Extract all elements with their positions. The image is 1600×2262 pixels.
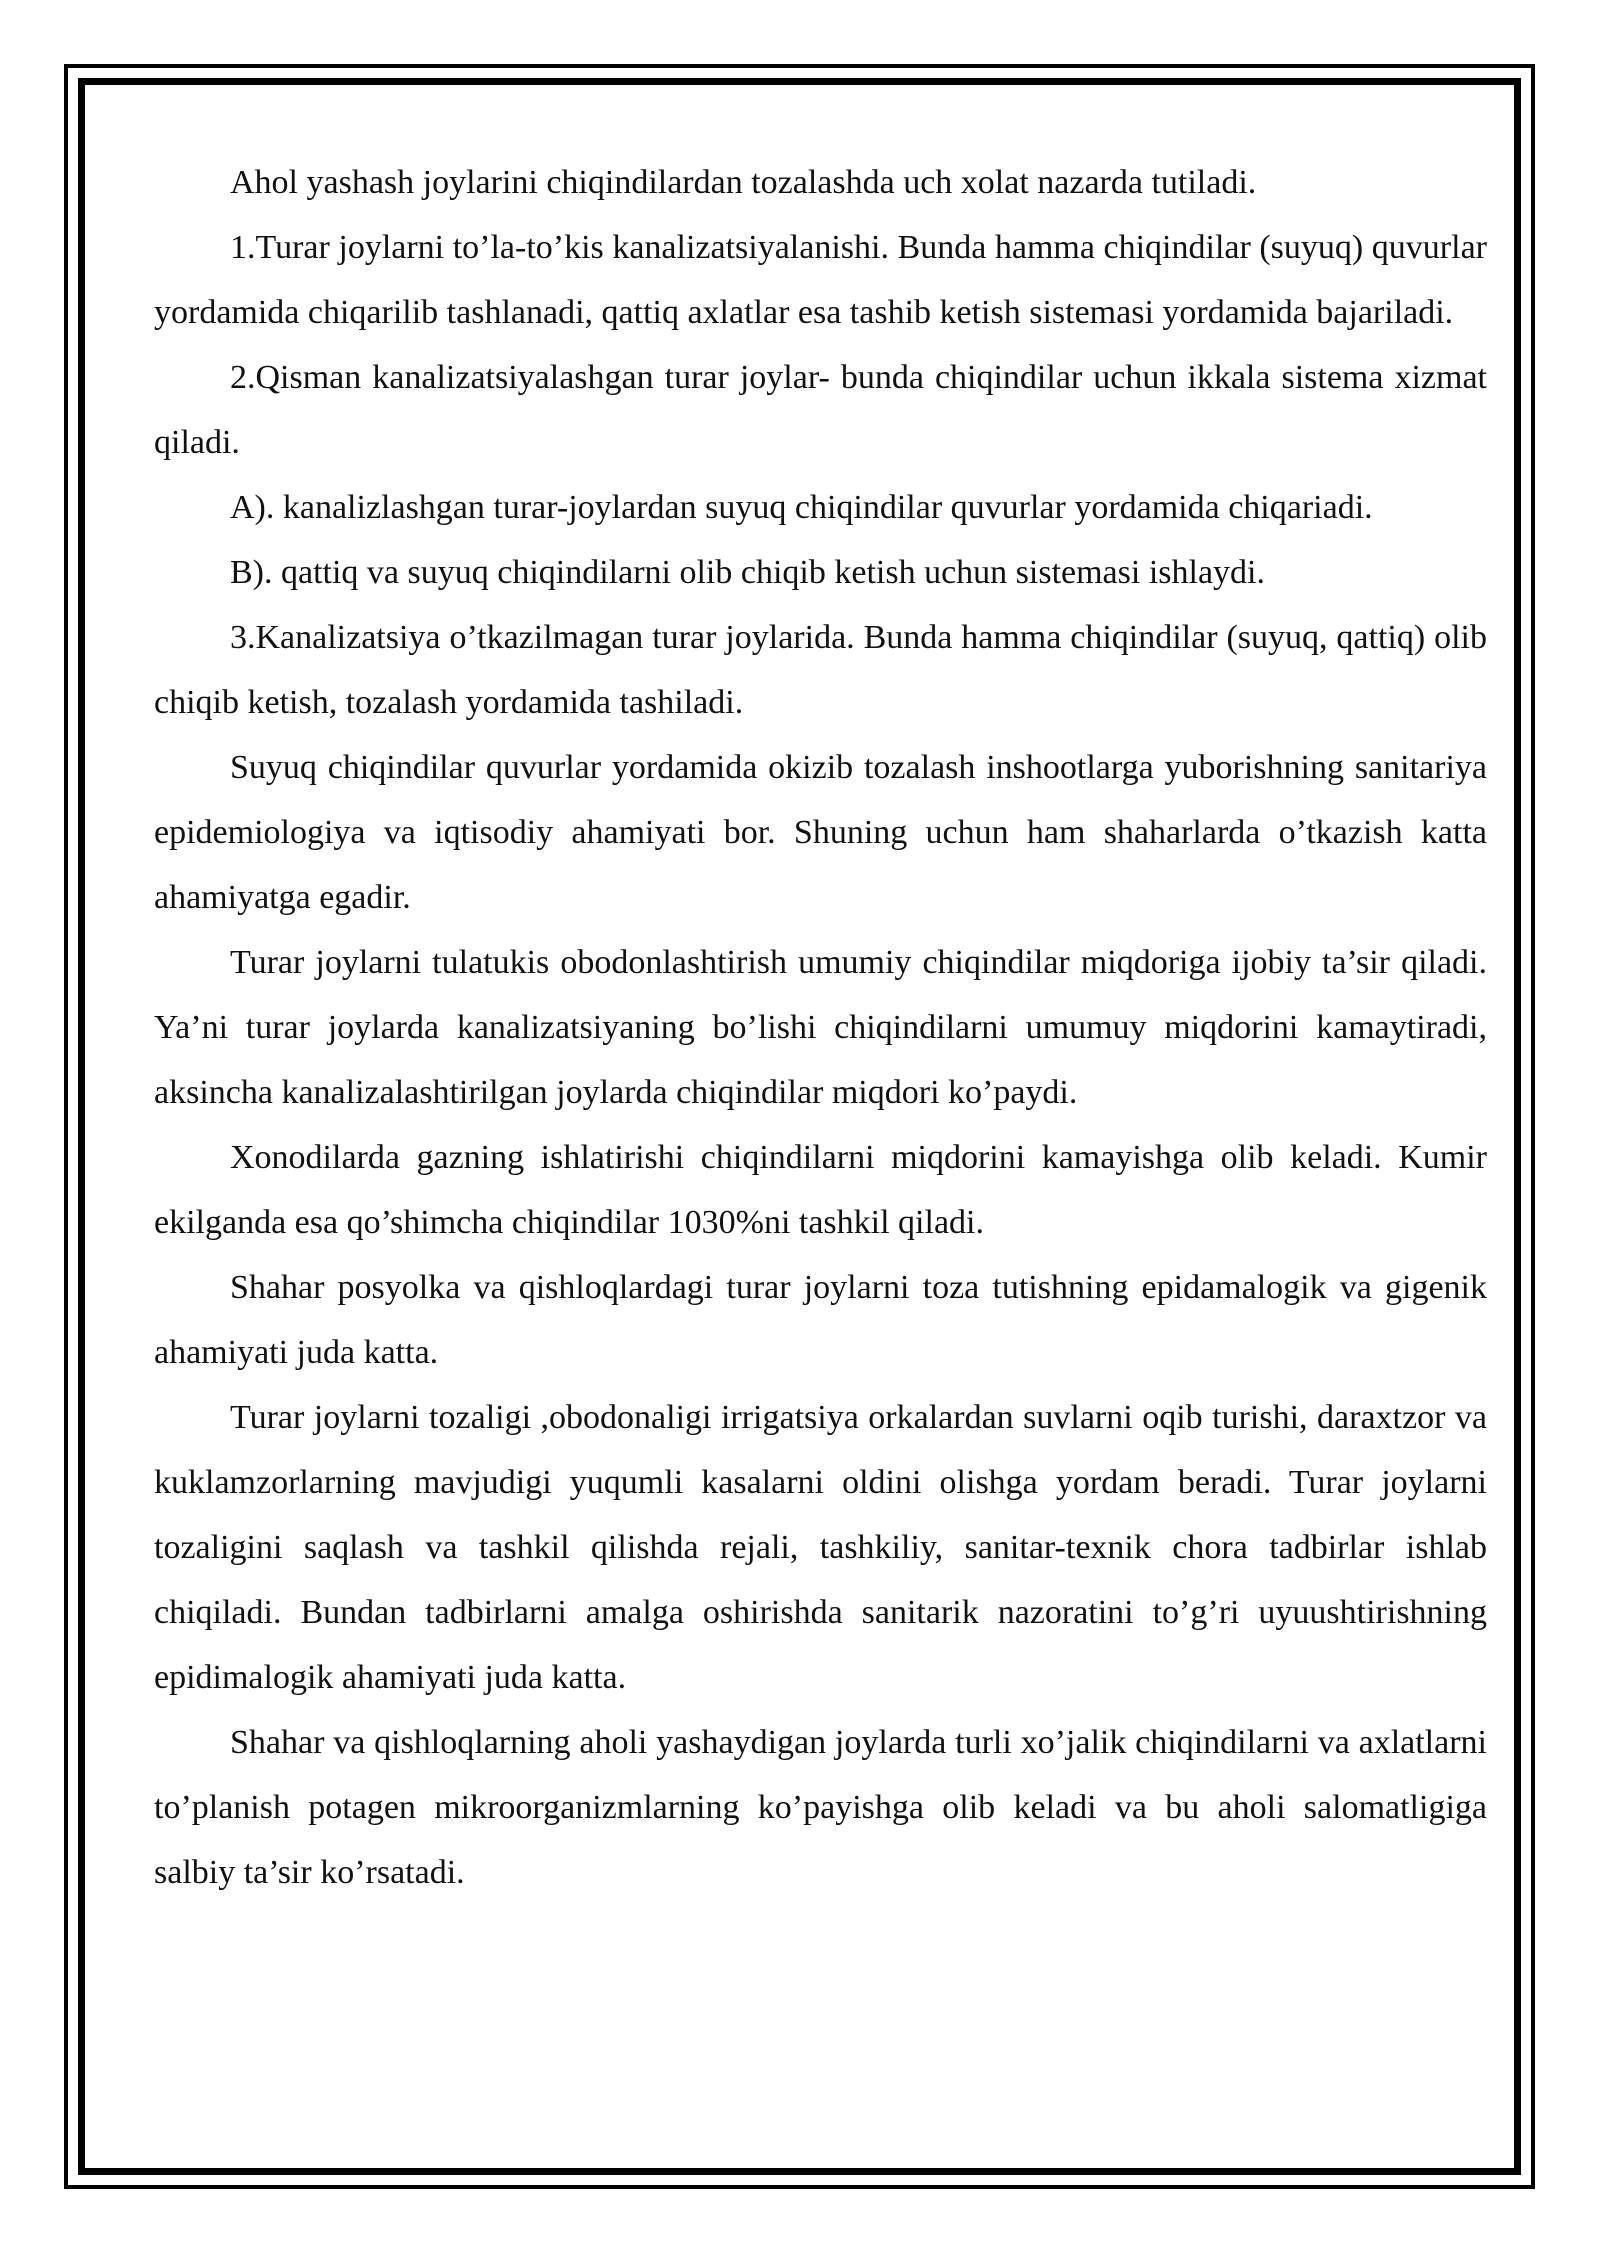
- paragraph-item-2b: B). qattiq va suyuq chiqindilarni olib chiqib ketish uchun sistemasi ishlaydi.: [230, 554, 1265, 591]
- paragraph-gas: Xonodilarda gazning ishlatirishi chiqindilarni miqdorini kamayishga olib keladi. Kumir ekilganda esa qo’shimcha chiqindilar 1030%ni tashkil qiladi.: [154, 1139, 1487, 1241]
- paragraph-intro: Ahol yashash joylarini chiqindilardan tozalashda uch xolat nazarda tutiladi.: [230, 164, 1257, 201]
- paragraph-measures: Turar joylarni tozaligi ,obodonaligi irrigatsiya orkalardan suvlarni oqib turishi, daraxtzor va kuklamzorlarning mavjudigi yuqumli kasalarni oldini olishga yordam beradi. Turar joylarni tozaligini saqlash va tashkil qilishda rejali, tashkiliy, sanitar-texnik chora tadbirlar ishlab chiqiladi. Bundan tadbirlarni amalga oshirishda sanitarik nazoratini to’g’ri uyuushtirishning epidimalogik ahamiyati juda katta.: [154, 1399, 1487, 1696]
- paragraph-cleanliness: Shahar posyolka va qishloqlardagi turar joylarni toza tutishning epidamalogik va gigenik ahamiyati juda katta.: [154, 1269, 1487, 1371]
- paragraph-liquid-waste: Suyuq chiqindilar quvurlar yordamida okizib tozalash inshootlarga yuborishning sanitariya epidemiologiya va iqtisodiy ahamiyati bor. Shuning uchun ham shaharlarda o’tkazish katta ahamiyatga egadir.: [154, 749, 1487, 916]
- paragraph-item-2: 2.Qisman kanalizatsiyalashgan turar joylar- bunda chiqindilar uchun ikkala sistema xizmat qiladi.: [154, 359, 1487, 461]
- paragraph-improvement: Turar joylarni tulatukis obodonlashtirish umumiy chiqindilar miqdoriga ijobiy ta’sir qiladi. Ya’ni turar joylarda kanalizatsiyaning bo’lishi chiqindilarni umumuy miqdorini kamaytiradi, aksincha kanalizalashtirilgan joylarda chiqindilar miqdori ko’paydi.: [154, 944, 1487, 1111]
- paragraph-item-1: 1.Turar joylarni to’la-to’kis kanalizatsiyalanishi. Bunda hamma chiqindilar (suyuq) quvurlar yordamida chiqarilib tashlanadi, qattiq axlatlar esa tashib ketish sistemasi yordamida bajariladi.: [154, 229, 1487, 331]
- paragraph-item-2a: A). kanalizlashgan turar-joylardan suyuq chiqindilar quvurlar yordamida chiqariadi.: [230, 489, 1373, 526]
- document-body: [154, 150, 1487, 1905]
- paragraph-conclusion: Shahar va qishloqlarning aholi yashaydigan joylarda turli xo’jalik chiqindilarni va axlatlarni to’planish potagen mikroorganizmlarning ko’payishga olib keladi va bu aholi salomatligiga salbiy ta’sir ko’rsatadi.: [154, 1724, 1487, 1891]
- paragraph-item-3: 3.Kanalizatsiya o’tkazilmagan turar joylarida. Bunda hamma chiqindilar (suyuq, qattiq) olib chiqib ketish, tozalash yordamida tashiladi.: [154, 619, 1487, 721]
